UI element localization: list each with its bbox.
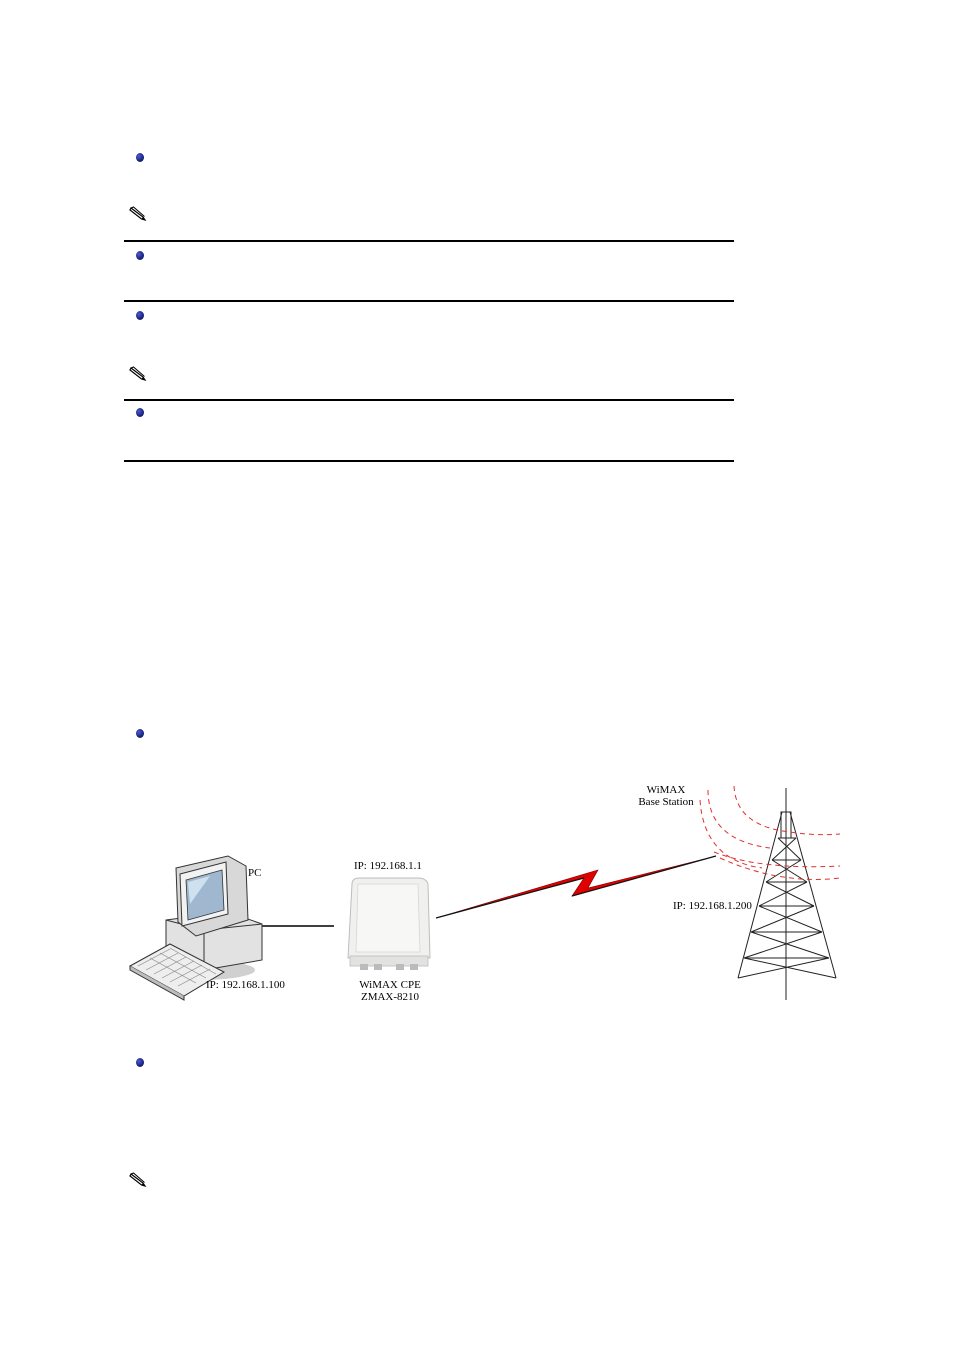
- bullet-icon: [136, 311, 144, 320]
- pencil-note-icon: [129, 1172, 149, 1188]
- cpe-name-label: WiMAX CPE: [359, 979, 421, 991]
- base-station-ip-label: IP: 192.168.1.200: [673, 900, 752, 912]
- signal-waves-icon: [700, 786, 840, 879]
- cpe-ip-label: IP: 192.168.1.1: [354, 860, 422, 872]
- cpe-device-icon: [348, 878, 430, 970]
- bullet-icon: [136, 729, 144, 738]
- table-top-rule: [124, 240, 734, 242]
- pencil-note-icon: [129, 206, 149, 222]
- base-station-title-line1: WiMAX: [646, 784, 686, 796]
- bullet-icon: [136, 251, 144, 260]
- bullet-icon: [136, 1058, 144, 1067]
- cpe-model-label: ZMAX-8210: [360, 991, 420, 1003]
- bullet-icon: [136, 153, 144, 162]
- pc-ip-label: IP: 192.168.1.100: [206, 979, 285, 991]
- table-top-rule: [124, 399, 734, 401]
- network-diagram: [0, 770, 954, 1020]
- bullet-icon: [136, 408, 144, 417]
- pencil-note-icon: [129, 366, 149, 382]
- pc-label: PC: [248, 867, 262, 879]
- table-bottom-rule: [124, 300, 734, 302]
- table-bottom-rule: [124, 460, 734, 462]
- base-station-title-line2: Base Station: [638, 796, 694, 808]
